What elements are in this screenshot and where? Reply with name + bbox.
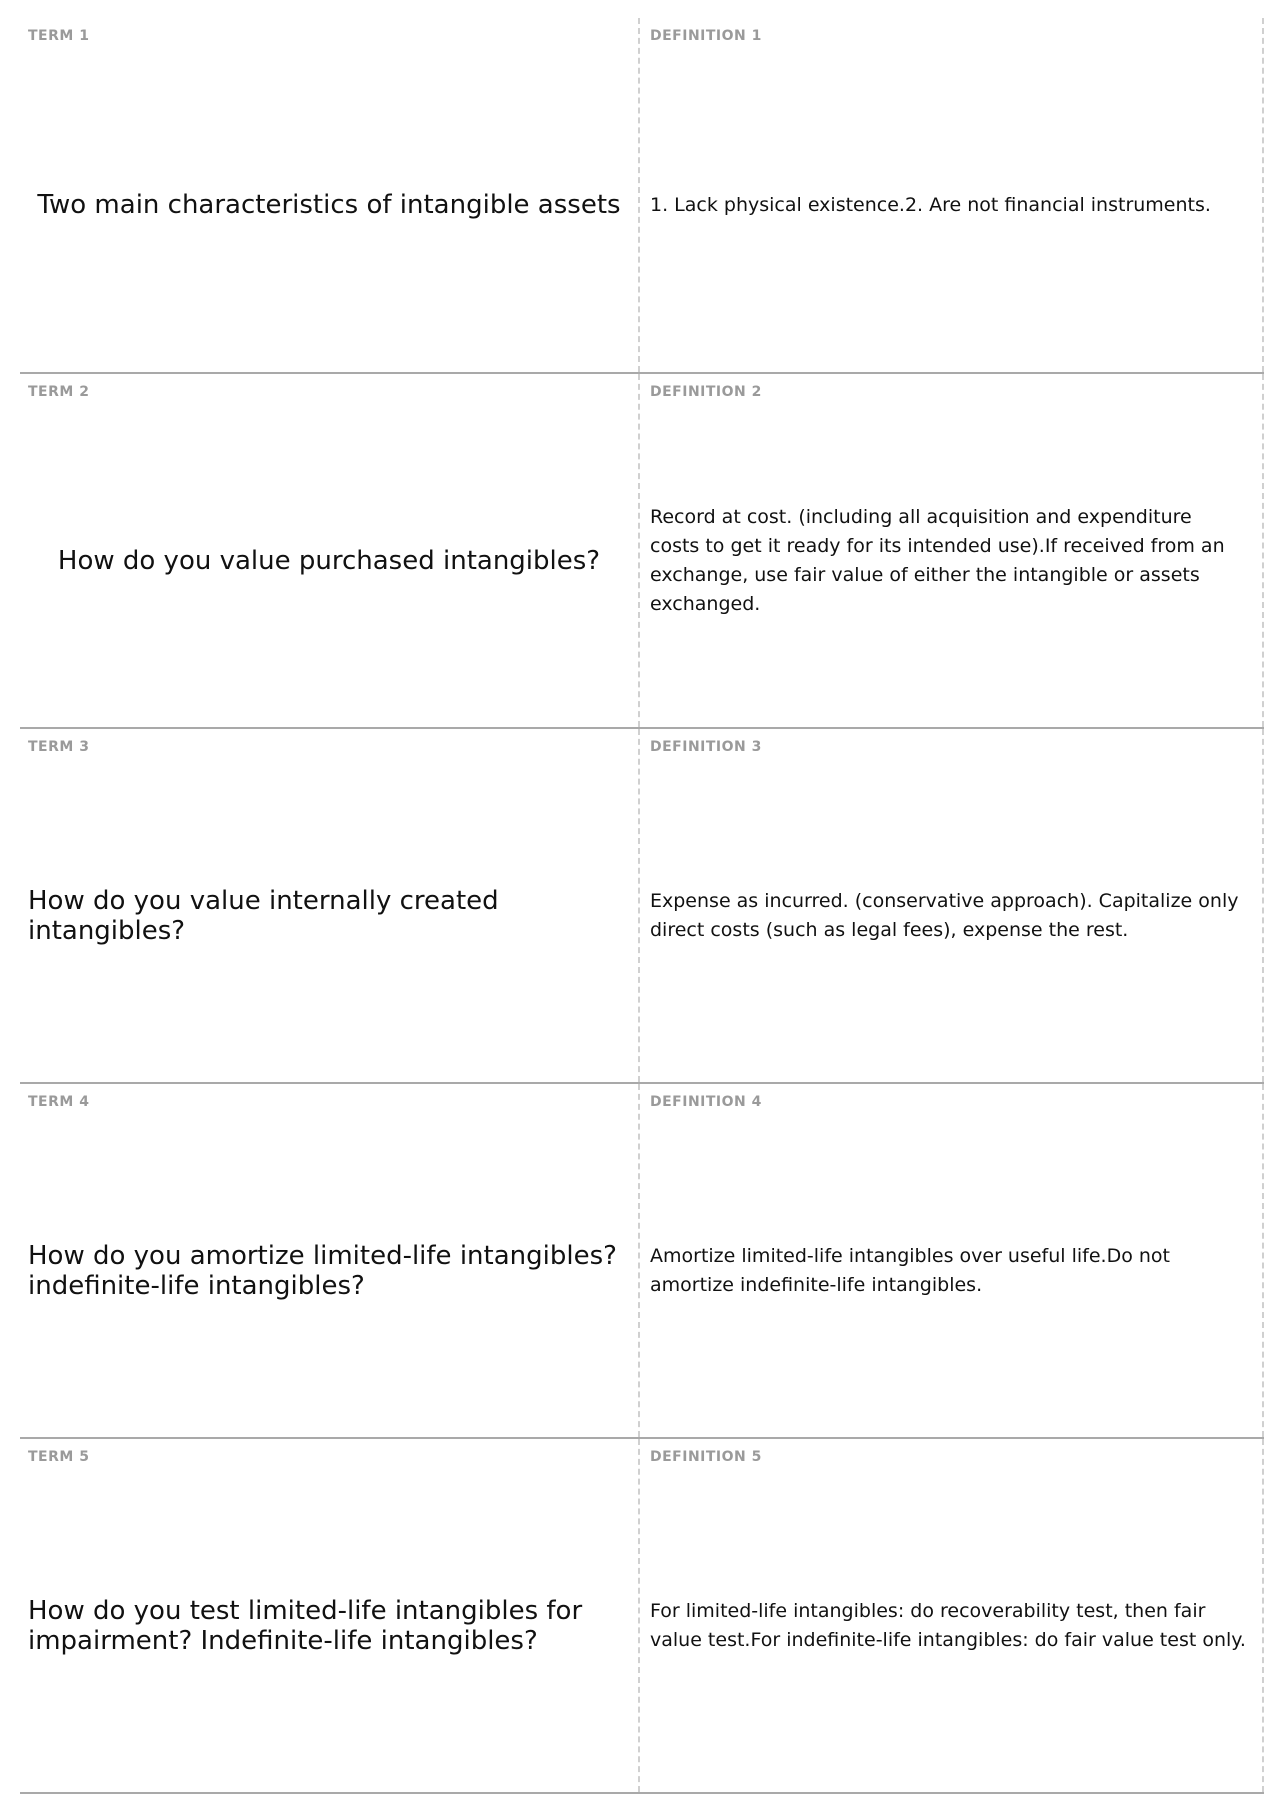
definition-text: Amortize limited-life intangibles over useful life.Do not amortize indefinite-life intangibles. [650,1244,1170,1296]
definition-cell [640,374,1264,727]
flashcard-row [20,1084,1264,1439]
definition-cell [640,729,1264,1082]
term-label: TERM 1 [28,28,90,44]
term-text: How do you value purchased intangibles? [57,545,601,576]
definition-text: Record at cost. (including all acquisition and expenditure costs to get it ready for its intended use).If received from an exchange, use fair value of either the intangible or assets exchanged. [650,505,1225,615]
definition-cell [640,1084,1264,1437]
definition-label: DEFINITION 4 [650,1094,762,1110]
term-cell [20,18,640,372]
term-cell [20,1084,640,1437]
flashcard-row [20,1439,1264,1794]
flashcard-row [20,374,1264,729]
definition-label: DEFINITION 1 [650,28,762,44]
term-label: TERM 2 [28,384,90,400]
definition-label: DEFINITION 5 [650,1449,762,1465]
term-cell [20,729,640,1082]
term-cell [20,374,640,727]
definition-text: 1. Lack physical existence.2. Are not financial instruments. [650,193,1211,216]
term-text: How do you value internally created intangibles? [28,885,499,946]
term-label: TERM 5 [28,1449,90,1465]
term-label: TERM 3 [28,739,90,755]
term-text: How do you test limited-life intangibles for impairment? Indefinite-life intangibles? [28,1595,583,1656]
definition-cell [640,18,1264,372]
term-text: Two main characteristics of intangible assets [37,190,621,220]
flashcard-sheet [20,18,1264,1794]
flashcard-row [20,18,1264,374]
term-cell [20,1439,640,1792]
definition-label: DEFINITION 2 [650,384,762,400]
definition-text: For limited-life intangibles: do recoverability test, then fair value test.For indefinite-life intangibles: do fair value test only. [650,1599,1246,1651]
flashcard-row [20,729,1264,1084]
term-text: How do you amortize limited-life intangibles? indefinite-life intangibles? [28,1240,617,1301]
definition-label: DEFINITION 3 [650,739,762,755]
definition-text: Expense as incurred. (conservative approach). Capitalize only direct costs (such as legal fees), expense the rest. [650,889,1239,941]
definition-cell [640,1439,1264,1792]
term-label: TERM 4 [28,1094,90,1110]
